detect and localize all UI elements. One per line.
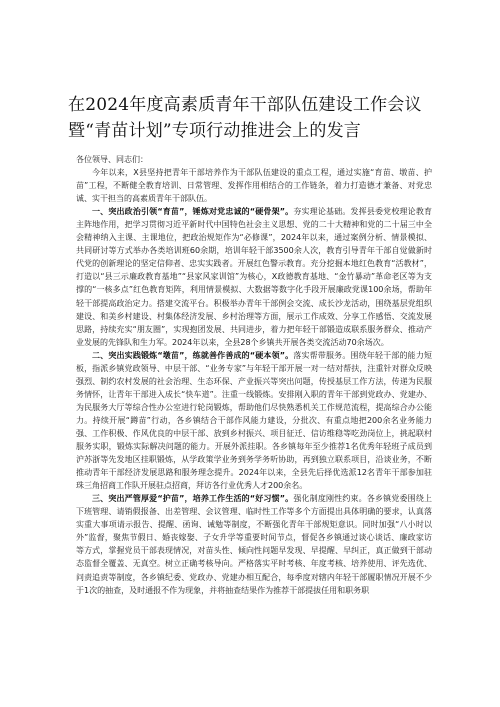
section-heading-2: 二、突出实践锻炼“墩苗”，练就善作善成的“硬本领”。 [92, 350, 294, 360]
salutation: 各位领导、同志们： [76, 155, 148, 164]
section-paragraph-3 [76, 492, 432, 596]
section-heading-1: 一、突出政治引领“育苗”，锤炼对党忠诚的“硬骨架”。 [92, 207, 294, 217]
intro-paragraph: 今年以来，X县坚持把青年干部培养作为干部队伍建设的重点工程，通过实施“育苗、墩苗、护苗”工程，不断健全教育培训、日常管理、发挥作用相结合的工作链条，着力打造德才兼备、对党忠诚、实干担当的高素质青年干部队伍。 [76, 168, 432, 204]
document-title: 在2024年度高素质青年干部队伍建设工作会议暨“青苗计划”专项行动推进会上的发言 [68, 95, 422, 141]
section-paragraph-1 [76, 205, 432, 349]
section-heading-3: 三、突出严管厚爱“护苗”，培养工作生活的“好习惯”。 [92, 494, 294, 504]
section-body-3: 强化制度刚性约束。各乡镇党委围绕上下班管理、请销假报备、出差管理、会议管理、临时性工作等多个方面提出具体明确的要求，认真落实重大事项请示报告、提醒、函询、诫勉等制度，不断强化青年干部规矩意识。同时加强“八小时以外”监督，聚焦节假日、婚丧嫁娶、子女升学等重要时间节点，督促各乡镇通过谈心谈话、廉政家访等方式，掌握党员干部表现情况，对苗头性、倾向性问题早发现、早提醒、早纠正，真正做到干部动态监督全覆盖、无真空。树立正确考核导向。严格落实平时考核、年度考核、培养使用、评先选优、问责追责等制度，各乡镇纪委、党政办、党建办相互配合，每季度对辖内年轻干部履职情况开展不少于1次的抽查，及时通报不作为现象，并将抽查结果作为推荐干部提拔任用和职务职 [76, 494, 432, 595]
section-paragraph-2 [76, 349, 432, 493]
section-body-1: 夯实理论基础。发挥县委党校理论教育主阵地作用，把学习贯彻习近平新时代中国特色社会主义思想、党的二十大精神和党的二十届三中全会精神纳入主课、主课地位，把政治规矩作为“必修课”，2024年以来，通过案例分析、情景模拟、共同研讨等方式举办各类培训班60余期，培训年轻干部3500余人次，教育引导青年干部自觉做新时代党的创新理论的坚定信仰者、忠实实践者。开展红色警示教育。充分挖掘本地红色教育“活教材”，打造以“县三示廉政教育基地”“县家风家训馆”为核心，X政德教育基地、“金竹暴动”革命老区等为支撑的“一核多点”红色教育矩阵，利用情景模拟、大数据等数字化手段开展廉政党课100余场，帮助年轻干部提高政治定力。搭建交流平台。积极举办青年干部例会交流、成长沙龙活动，围绕基层党组织建设、和美乡村建设、村集体经济发展、乡村治理等方面，展示工作成效、分享工作感悟、交流发展思路，持续充实“朋友圈”，实现抱团发展、共同进步，着力把年轻干部锻造成联系服务群众、推动产业发展的先锋队和生力军。2024年以来，全县28个乡镇共开展各类交流活动70余场次。 [76, 207, 432, 347]
document-body [76, 153, 432, 597]
section-body-2: 落实帮带服务。围绕年轻干部的能力短板，指派乡镇党政领导、中层干部、“业务专家”与年轻干部开展一对一结对帮扶，注重针对群众反映强烈、制约农村发展的社会治理、生态环保、产业振兴等突出问题，传授基层工作方法，传递为民服务情怀，让青年干部进入成长“快车道”。注重一线锻炼。安排刚入职的青年干部到党政办、党建办、为民服务大厅等综合性办公室进行轮岗锻炼，帮助他们尽快熟悉机关工作规范流程，提高综合办公能力。持续开展“蹲苗”行动，各乡镇结合干部作风能力建设，分批次、有重点地把200余名业务能力强、工作积极、作风优良的中层干部、放到乡村振兴、项目征迁、信访维稳等吃劲岗位上，挑起联村服务实职，锻炼实际解决问题的能力。开展外派挂职。各乡镇每年至少推荐1名优秀年轻班子成员到沪苏浙等先发地区挂职锻炼，从学政策学业务到务学务听协助，再到独立联系项目，沿谈业务，不断推动青年干部经济发展思路和服务理念提升。2024年以来，全县先后择优选派12名青年干部参加驻珠三角招商工作队开展驻点招商，拜访各行业优秀人才200余名。 [76, 350, 432, 491]
